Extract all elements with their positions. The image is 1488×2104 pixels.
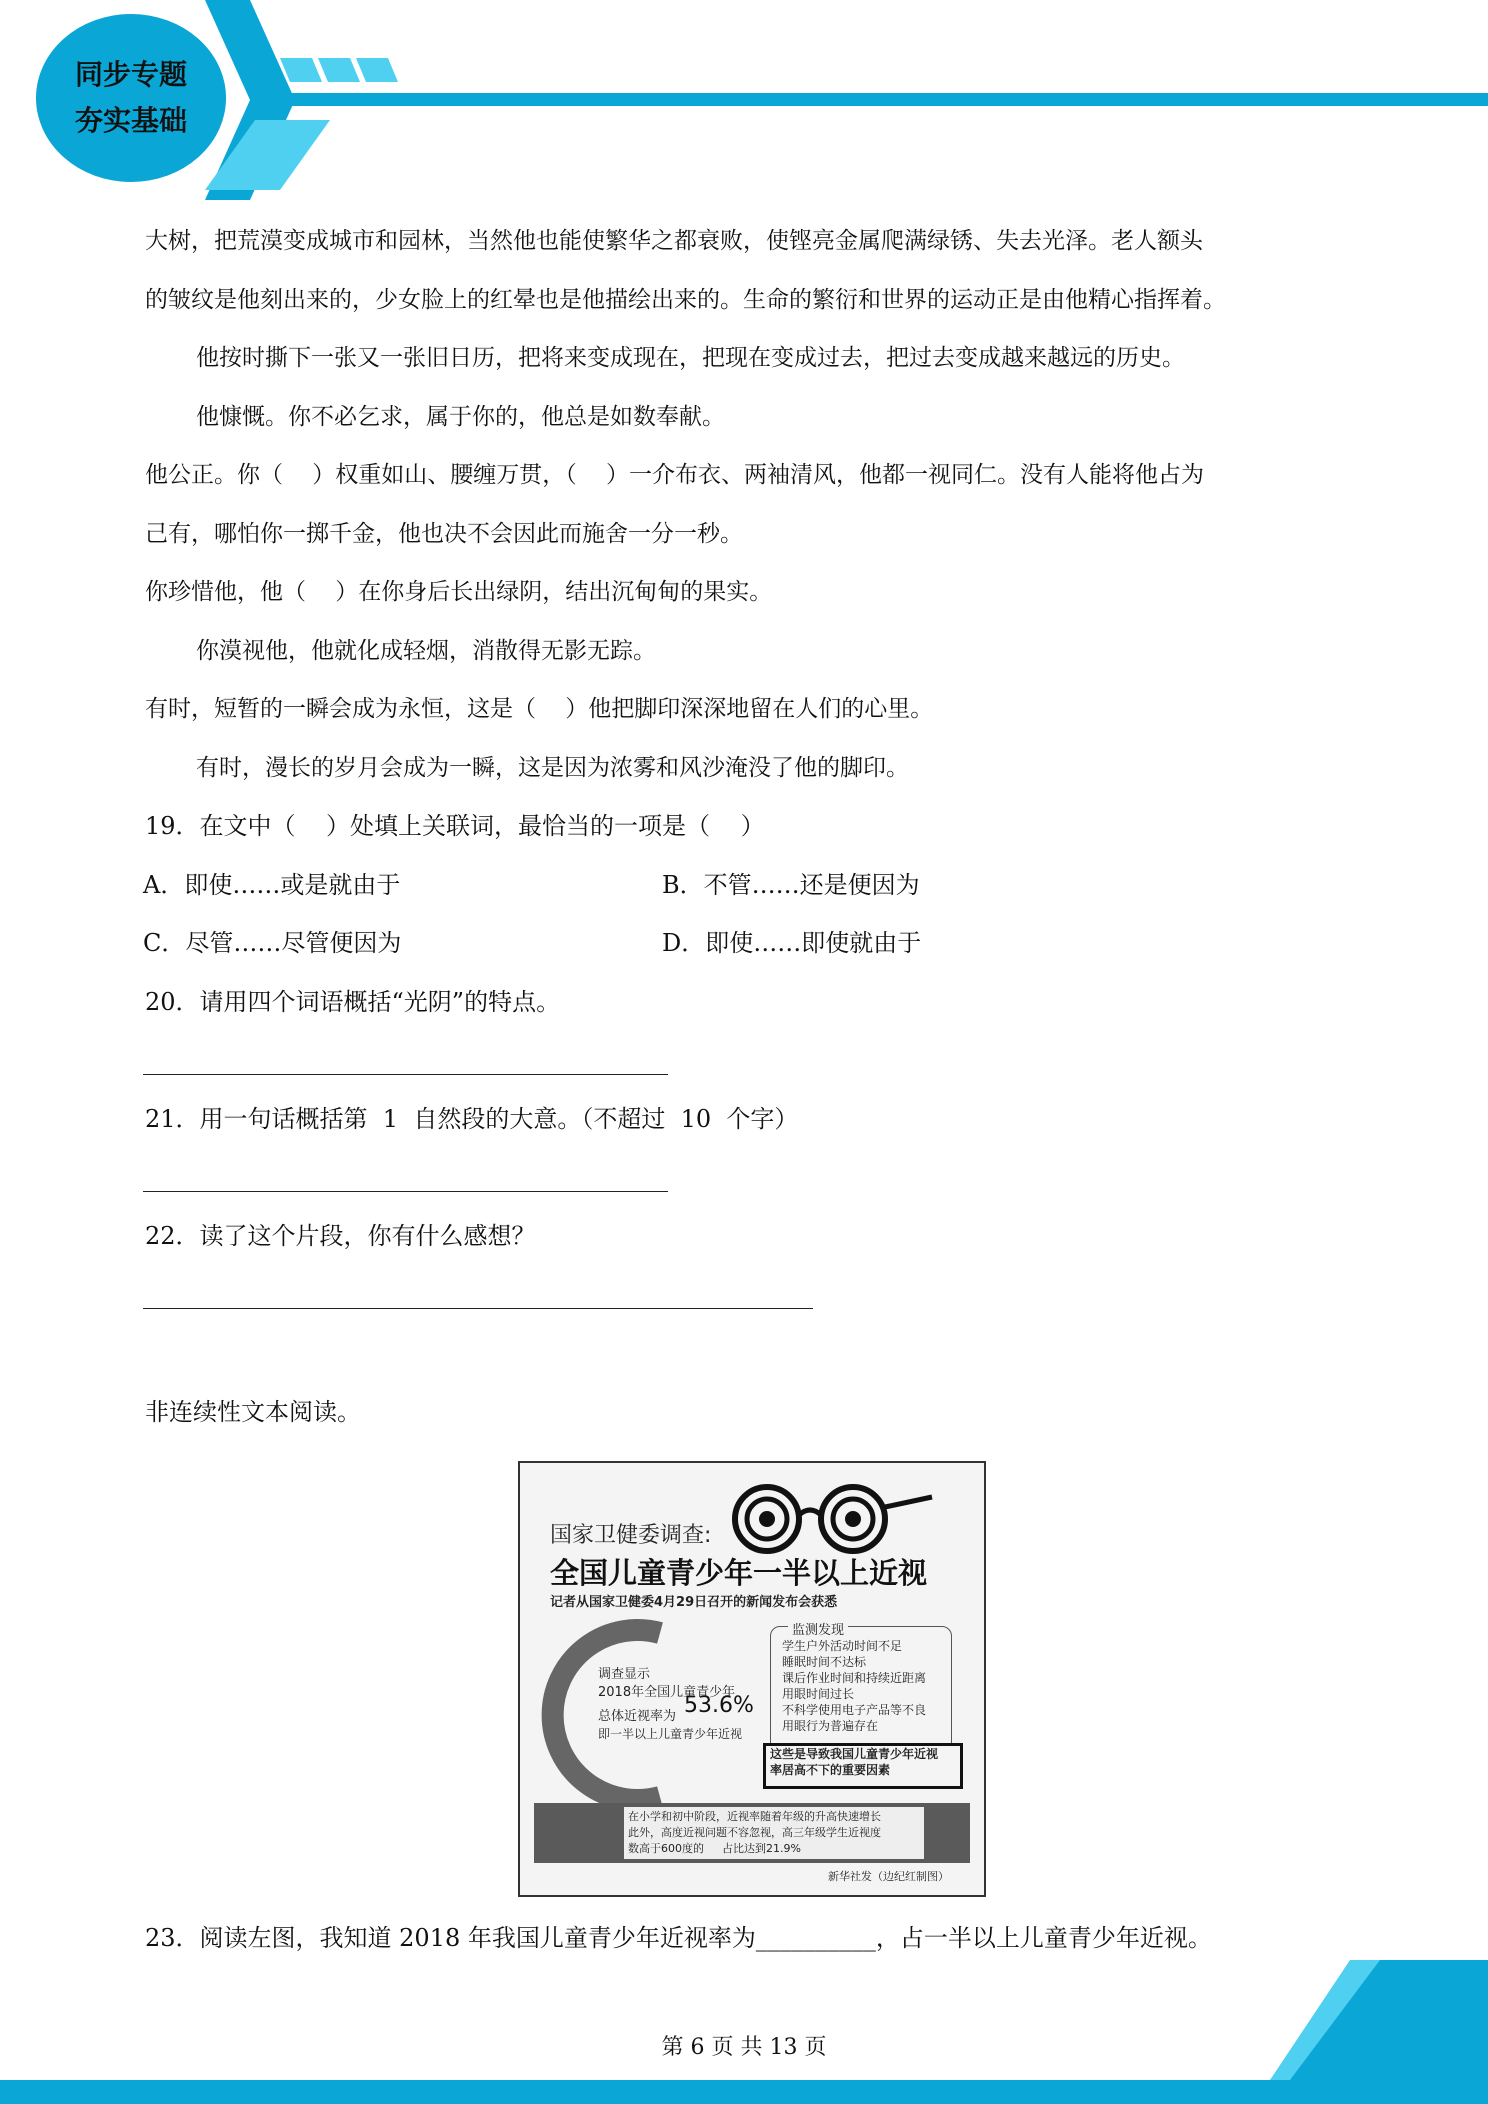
option-a: A．即使……或是就由于 <box>143 871 401 899</box>
question-22: 22．读了这个片段，你有什么感想？ <box>145 1222 536 1250</box>
passage-line: 他按时撕下一张又一张旧日历，把将来变成现在，把现在变成过去，把过去变成越来越远的历史。 <box>196 345 1185 371</box>
banner-line1: 在小学和初中阶段，近视率随着年级的升高快速增长 <box>628 1810 881 1823</box>
page-number: 第 6 页 共 13 页 <box>661 2035 827 2060</box>
question-20: 20．请用四个词语概括“光阴”的特点。 <box>145 988 561 1016</box>
option-b: B．不管……还是便因为 <box>662 871 920 899</box>
survey-line3: 总体近视率为 <box>598 1709 677 1724</box>
cause-line2: 率居高不下的重要因素 <box>770 1763 891 1777</box>
monitor-title: 监测发现 <box>788 1619 848 1638</box>
monitor-item: 不科学使用电子产品等不良 <box>782 1703 927 1717</box>
monitor-item: 睡眠时间不达标 <box>782 1655 867 1669</box>
badge-line1: 同步专题 <box>74 58 187 91</box>
question-23: 23．阅读左图，我知道 2018 年我国儿童青少年近视率为__________，占一半以上儿童青少年近视。 <box>145 1924 1212 1952</box>
passage-line: 有时，短暂的一瞬会成为永恒，这是（ ）他把脚印深深地留在人们的心里。 <box>145 696 934 722</box>
answer-line-21[interactable] <box>143 1191 668 1192</box>
monitor-item: 学生户外活动时间不足 <box>782 1639 903 1653</box>
survey-line1: 调查显示 <box>598 1667 651 1682</box>
option-d: D．即使……即使就由于 <box>662 929 922 957</box>
passage-line: 他公正。你（ ）权重如山、腰缠万贯，（ ）一介布衣、两袖清风，他都一视同仁。没有人能将他占为 <box>145 462 1204 488</box>
question-21: 21．用一句话概括第 1 自然段的大意。（不超过 10 个字） <box>145 1105 799 1133</box>
survey-line2: 2018年全国儿童青少年 <box>598 1685 736 1700</box>
section-title: 非连续性文本阅读。 <box>145 1398 361 1426</box>
passage-line: 他慷慨。你不必乞求，属于你的，他总是如数奉献。 <box>196 404 725 430</box>
footer-corner-decoration <box>1270 1960 1488 2080</box>
passage-line: 你珍惜他，他（ ）在你身后长出绿阴，结出沉甸甸的果实。 <box>145 579 773 605</box>
fig-heading1: 国家卫健委调查: <box>550 1523 712 1548</box>
passage-line: 己有，哪怕你一掷千金，他也决不会因此而施舍一分一秒。 <box>145 521 743 547</box>
option-c: C．尽管……尽管便因为 <box>143 929 402 957</box>
survey-rate: 53.6% <box>684 1693 754 1718</box>
question-19: 19．在文中（ ）处填上关联词，最恰当的一项是（ ） <box>145 812 765 840</box>
section-badge <box>36 14 226 182</box>
cause-line1: 这些是导致我国儿童青少年近视 <box>770 1747 939 1761</box>
banner-line3b: 占比达到21.9% <box>722 1842 801 1855</box>
passage-line: 大树，把荒漠变成城市和园林，当然他也能使繁华之都衰败，使铿亮金属爬满绿锈、失去光泽。老人额头 <box>145 228 1203 254</box>
myopia-infographic <box>518 1461 986 1897</box>
answer-line-22[interactable] <box>143 1308 813 1309</box>
monitor-item: 用眼行为普遍存在 <box>782 1719 879 1733</box>
monitor-item: 用眼时间过长 <box>782 1687 855 1701</box>
badge-line2: 夯实基础 <box>74 104 187 137</box>
monitor-item: 课后作业时间和持续近距离 <box>782 1671 927 1685</box>
fig-subhead: 记者从国家卫健委4月29日召开的新闻发布会获悉 <box>550 1595 838 1610</box>
fig-heading2: 全国儿童青少年一半以上近视 <box>550 1556 928 1590</box>
passage-line: 你漠视他，他就化成轻烟，消散得无影无踪。 <box>196 638 656 664</box>
banner-line3: 数高于600度的 <box>628 1842 704 1855</box>
figure-credit: 新华社发（边纪红制图） <box>828 1870 949 1883</box>
passage-line: 的皱纹是他刻出来的，少女脸上的红晕也是他描绘出来的。生命的繁衍和世界的运动正是由他精心指挥着。 <box>145 287 1226 313</box>
footer-bar <box>0 2080 1488 2104</box>
survey-line4: 即一半以上儿童青少年近视 <box>598 1727 743 1741</box>
answer-line-20[interactable] <box>143 1074 668 1075</box>
glasses-icon <box>720 1477 940 1557</box>
banner-line2: 此外，高度近视问题不容忽视，高三年级学生近视度 <box>628 1826 881 1839</box>
passage-line: 有时，漫长的岁月会成为一瞬，这是因为浓雾和风沙淹没了他的脚印。 <box>196 755 909 781</box>
